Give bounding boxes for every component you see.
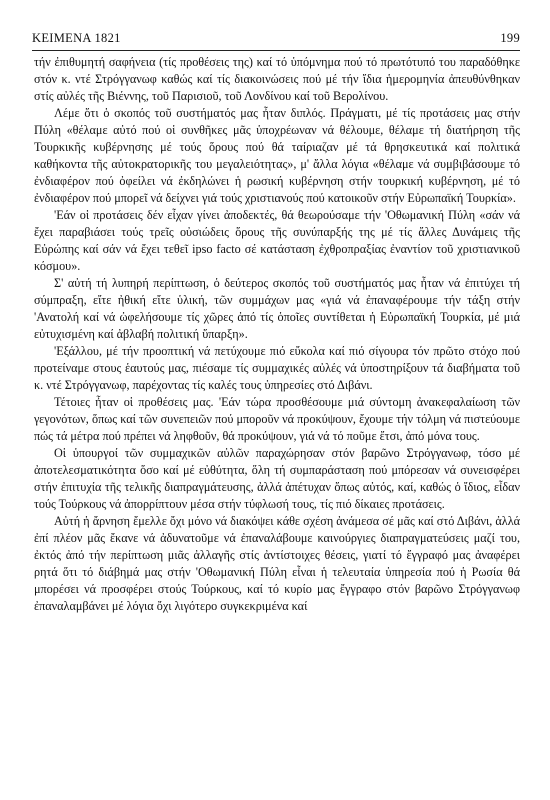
header-rule — [32, 50, 520, 51]
paragraph: τήν ἐπιθυμητή σαφήνεια (τίς προθέσεις της) καί τό ὑπόμνημα πού τό πρωτότυπό του παραδόθηκε στόν κ. ντέ Στρόγγανωφ καθώς καί τίς διακοινώσεις πού μέ τήν ἴδια ἡμερομηνία ἀπευθύνθηκαν στίς αὐλές τῆς Βιέννης, τοῦ Παρισιοῦ, τοῦ Λονδίνου καί τοῦ Βερολίνου. — [34, 55, 520, 103]
paragraph: Σ' αὐτή τή λυπηρή περίπτωση, ὁ δεύτερος σκοπός τοῦ συστήματός μας ἦταν νά ἐπιτύχει τή σύμπραξη, εἴτε ἠθική εἴτε ὑλική, τῶν συμμάχων μας «γιά νά ἐπαναφέρουμε τήν τάξη στήν 'Ανατολή καί νά ὠφελήσουμε τίς χῶρες ἀπό τίς ὁποῖες συντίθεται ἡ Εὐρωπαϊκή Τουρκία, μέ μιά εὐτυχισμένη καί ἀβλαβή πολιτική ὕπαρξη». — [34, 276, 520, 341]
paragraph: Αὐτή ἡ ἄρνηση ἔμελλε ὄχι μόνο νά διακόψει κάθε σχέση ἀνάμεσα σέ μᾶς καί στό Διβάνι, ἀλλά ἐπί πλέον μᾶς ἔκανε νά ἀδυνατοῦμε νά ἐπαναλάβουμε καινούργιες διαπραγματεύσεις μαζί του, ἐκτός ἀπό τήν περίπτωση μιᾶς ἀλλαγῆς στίς ἀντίστοιχες θέσεις, γιατί τό ἔγγραφό μας ἀναφέρει ρητά ὅτι τό διάβημά μας στήν 'Οθωμανική Πύλη εἶναι ἡ τελευταία ὑπηρεσία πού ἡ Ρωσία θά μπορέσει νά προσφέρει στούς Τούρκους, καί τό κυρίο μας ἔγγραφο στόν βαρῶνο Στρόγγανωφ ἐπαναλαμβάνει μέ λόγια ὄχι λιγότερο συγκεκριμένα καί — [34, 514, 520, 613]
paragraph: Λέμε ὅτι ὁ σκοπός τοῦ συστήματός μας ἦταν διπλός. Πράγματι, μέ τίς προτάσεις μας στήν Πύλη «θέλαμε αὐτό πού οἱ συνθῆκες μᾶς ὑποχρέωναν νά θέλουμε, θέλαμε τή διατήρηση τῆς Τουρκικῆς κυβέρνησης μέ τούς ὅρους πού θά ταίριαζαν μέ τά θρησκευτικά καί πολιτικά καθήκοντα τῆς αὐτοκρατορικῆς του μεγαλειότητας», μ' ἄλλα λόγια «θέλαμε νά συμβιβάσουμε τό ἐνδιαφέρον πού ὀφείλει νά ἐκδηλώνει ἡ ρωσική κυβέρνηση στήν τουρκική κυβέρνηση, μέ τό ἐνδιαφέρον πού μπορεῖ νά δείχνει γιά τούς χριστιανούς πού κατοικοῦν στήν Εὐρωπαϊκή Τουρκία». — [34, 106, 520, 205]
paragraph: 'Εξάλλου, μέ τήν προοπτική νά πετύχουμε πιό εὔκολα καί πιό σίγουρα τόν πρῶτο στόχο πού προτείναμε στους ἑαυτούς μας, πιέσαμε τίς συμμαχικές αὐλές νά ὑποστηρίξουν τά διαβήματα τοῦ κ. ντέ Στρόγγανωφ, παρέχοντας τίς καλές τους ὑπηρεσίες στό Διβάνι. — [34, 344, 520, 392]
paragraph: Τέτοιες ἦταν οἱ προθέσεις μας. 'Εάν τώρα προσθέσουμε μιά σύντομη ἀνακεφαλαίωση τῶν γεγονότων, ὅπως καί τῶν συνεπειῶν πού μποροῦν νά προκύψουν, ἔχουμε τήν τόλμη νά πιστεύουμε πώς τά μέτρα πού πρέπει νά ληφθοῦν, θά προκύψουν, γιά νά τό ποῦμε ἔτσι, ἀπό μόνα τους. — [34, 395, 520, 443]
paragraph: Οἱ ὑπουργοί τῶν συμμαχικῶν αὐλῶν παραχώρησαν στόν βαρῶνο Στρόγγανωφ, τόσο μέ ἀποτελεσματικότητα ὅσο καί μέ εὐθύτητα, ὅλη τή συμπαράσταση πού μπόρεσαν νά συνεισφέρει στήν ἐπιτυχία τῆς τελικῆς διαπραγμάτευσης, ἀλλά ἀπέτυχαν ὅπως αὐτός, καί, καθώς ὁ ἴδιος, εἶδαν τούς Τούρκους νά ἀπορρίπτουν μέσα στήν τύφλωσή τους, τίς πιό δίκαιες προτάσεις. — [34, 446, 520, 511]
paragraph: 'Εάν οἱ προτάσεις δέν εἶχαν γίνει ἀποδεκτές, θά θεωρούσαμε τήν 'Οθωμανική Πύλη «σάν νά ἔχει παραβιάσει τούς τρεῖς οὐσιώδεις ὅρους τῆς συνύπαρξής της μέ τίς ἄλλες Δυνάμεις τῆς Εὐρώπης καί σάν νά ἔχει τεθεῖ ipso facto σέ κατάσταση ἐχθροπραξίας ἐναντίον τοῦ χριστιανικοῦ κόσμου». — [34, 208, 520, 273]
page-number: 199 — [500, 31, 520, 45]
running-header — [32, 31, 520, 46]
body-text — [34, 54, 520, 615]
running-title: ΚΕΙΜΕΝΑ 1821 — [32, 31, 121, 45]
